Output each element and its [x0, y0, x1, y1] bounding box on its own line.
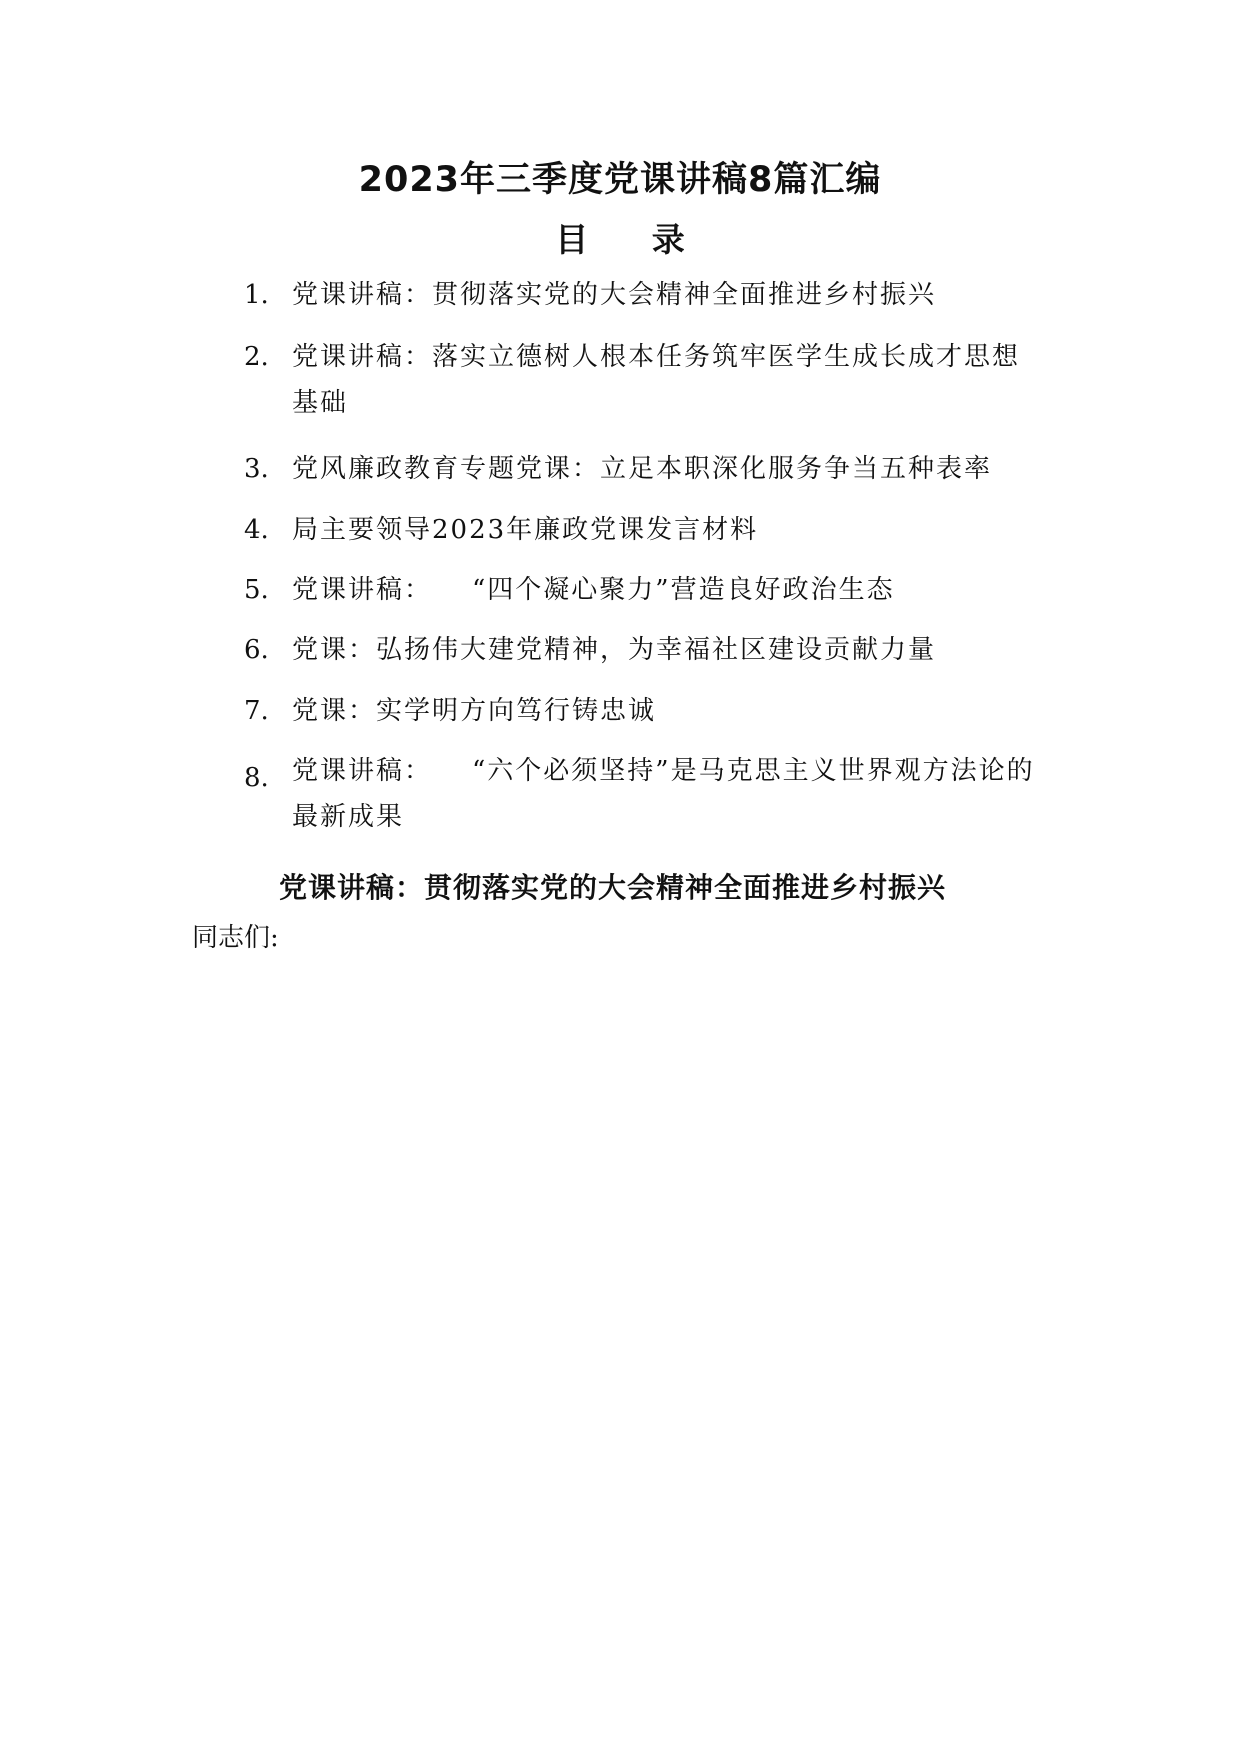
toc-item-number: 4. [244, 515, 269, 545]
toc-item-text [292, 567, 1062, 613]
toc-item-number: 3. [244, 454, 269, 484]
toc-item-text: 党课讲稿：贯彻落实党的大会精神全面推进乡村振兴 [292, 280, 937, 310]
toc-item-text-prefix: 党课讲稿： [292, 756, 433, 786]
toc-item-number: 2. [244, 342, 269, 372]
toc-item-text: 局主要领导2023年廉政党课发言材料 [292, 515, 759, 545]
toc-item-text-line2: 基础 [292, 388, 349, 418]
toc-item-text-rest: “六个必须坚持”是马克思主义世界观方法论的 [472, 756, 1035, 786]
toc-heading: 目 录 [555, 220, 711, 259]
toc-item-text-line1: 党课讲稿：落实立德树人根本任务筑牢医学生成长成才思想 [292, 342, 1021, 372]
toc-item-number: 5. [244, 575, 269, 605]
document-title: 2023年三季度党课讲稿8篇汇编 [358, 160, 882, 200]
toc-item-text-line2: 最新成果 [292, 802, 405, 832]
toc-item-text-prefix: 党课讲稿： [292, 575, 433, 605]
toc-item-text: 党风廉政教育专题党课：立足本职深化服务争当五种表率 [292, 454, 993, 484]
toc-item-number: 8. [244, 763, 269, 793]
toc-item-text [292, 748, 1062, 840]
toc-item-number: 6. [244, 635, 269, 665]
toc-item-text: 党课：弘扬伟大建党精神，为幸福社区建设贡献力量 [292, 635, 937, 665]
toc-item-number: 1. [244, 280, 269, 310]
salutation-text: 同志们: [192, 923, 279, 953]
section-heading: 党课讲稿：贯彻落实党的大会精神全面推进乡村振兴 [279, 871, 947, 904]
toc-item-number: 7. [244, 696, 269, 726]
toc-item-text: 党课：实学明方向笃行铸忠诚 [292, 696, 657, 726]
toc-item-text [292, 334, 1062, 426]
toc-item-text-rest: “四个凝心聚力”营造良好政治生态 [472, 575, 895, 605]
